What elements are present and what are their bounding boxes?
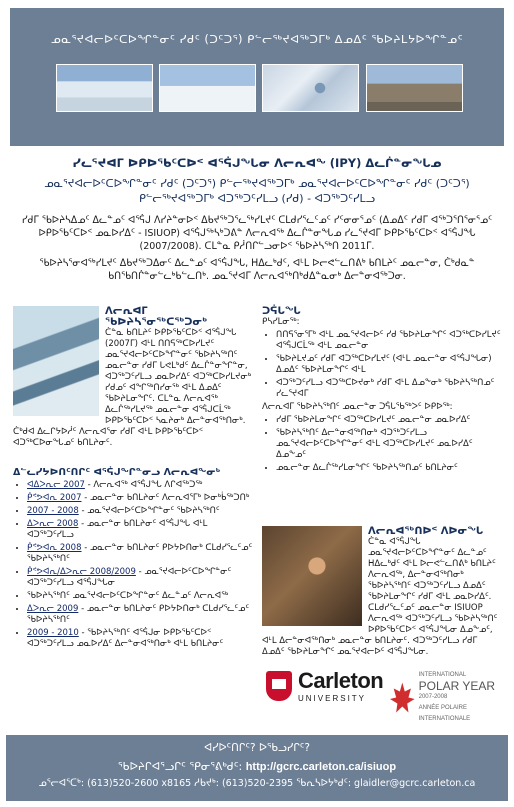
timeline-title: ᐃᓪᓚᓯᔭᐅᑎᑦᑎᒋᑦ ᐊᕐᕌᒍᖏᓐᓂᓗ ᐱᓕᕆᐊᖕᓂᒃ <box>13 467 221 478</box>
timeline-year[interactable]: 2007 - 2008 <box>27 506 79 516</box>
timeline-year[interactable]: ᑮᕝᕗᐊᕆ/ᐃᐳᕆᓕ 2008/2009 <box>27 567 136 577</box>
title-block <box>20 156 494 283</box>
researcher-photo <box>262 526 362 626</box>
timeline-year[interactable]: ᑮᕝᕗᐊᕆ 2008 <box>27 543 82 553</box>
timeline-item: • ᑮᕝᕗᐊᕆ 2008 - ᓄᓇᓕᓐᓂ ᑲᑎᒪᔨᓂᑦ ᑭᐅᔭᐅᑎᓂᒃ ᑕᒪᑯᓯᕐᓚᑦᓄᑦ ᖃᐅᔨᓴᖅᑎᑦ <box>27 543 253 565</box>
project-section-title: ᐱᓕᕆᐊᒥ ᖃᐅᔨᓴᕐᓂᖅᑕᖅᑐᓂᒃ <box>105 306 208 328</box>
timeline-item: • 2009 - 2010 - ᖃᐅᔨᓴᖅᑎᑦ ᐊᕐᕌᒍᓂ ᐅᑭᐅᖃᑦᑕᐅᑉ ᐊᑐᖅᑐᑦᓯᒪᓗ ᓄᓇᐅᓯᐃᑦ ᐃᓕᓐᓂᐊᖅᑎᓂᒃ ᐊᒻᒪ ᑲᑎᒪᔨᓂᑦ <box>27 628 253 650</box>
sea-ice-aerial-photo <box>13 306 99 416</box>
ice-map-photo <box>262 64 359 112</box>
goal-item: • ᓯᑯᒥ ᖃᐅᔨᒪᓂᖏᑦ ᐊᑐᖅᑕᐅᓯᒪᔪᑦ ᓄᓇᓕᓐᓂ ᓄᓇᐅᓯᐃᑦ <box>276 415 502 426</box>
ipy-years: 2007-2008 <box>418 694 448 700</box>
website-link[interactable]: http://gcrc.carleton.ca/isiuop <box>245 761 397 773</box>
timeline-item: • ᑮᕝᕗᐊᕆ/ᐃᐳᕆᓕ 2008/2009 - ᓄᓇᕐᔪᐊᓕᐅᑦᑕᐅᖏᓐᓂᑦ ᐊᑐᖅᑐᑦᓯᒪᓗ ᐊᕐᕌᒍᖓᓂ <box>27 567 253 589</box>
timeline-list <box>13 480 253 650</box>
website-label: ᖃᐅᔨᒋᐊᕐᓗᒋᑦ ᕿᓂᕐᕕᒃᑯᑦ: <box>117 760 243 773</box>
carleton-shield-icon <box>266 671 292 701</box>
title-line2: ᓄᓇᕐᔪᐊᓕᐅᑦᑕᐅᖏᓐᓂᑦ ᓯᑯᑦ (ᑐᑦᑐᕐ) ᑭᓪᓕᖅᔪᐊᖅᑐᒥᒃ ᓄᓇᕐᔪᐊᓕᐅᑦᑕᐅᖏᓐᓂᑦ ᓯᑯᑦ (ᑐᑦᑐᕐ) ᑭᓪᓕᖅᔪᐊᖅᑐᒥᒃ ᐊᑐᖅᑐᑦᓯᒪᓗ (ᓯᑯ) - ᐊᑐᖅᑐᑦᓯᒪᓗ <box>44 177 470 205</box>
intro-paragraph: ᓯᑯᒥ ᖃᐅᔨᓴᐃᓄᑦ ᐃᓚᓐᓄᑦ ᐊᕐᕌᒍ ᐱᓯᔨᓐᓂᐅᑉ ᐃᑲᔪᖅᑐᕐᓚᖅᓯᒪᔪᑦ ᑕᒪᑯᓯᕐᓚᑦᓄᑦ ᓯᑦᓂᓂᕐᓄᑦ (ᐃᓄᐃᑦ ᓯᑯᒥ ᐊᖅᑐᕐᑎᕐᓂᕐᓄᑦ ᐅᑭᐅᖃᑦᑕᐅᑉ ᓄᓇᐅᓯᐃᑦ - ISIUOP) ᐊᕐᕌᒍᖅᓴᒃᑐᕕᓐ ᐱᓕᕆᐊᖅ ᐃᓚᒌᓐᓂᖓᓄ ᓯᓚᕐᔪᐊᒥ ᐅᑭᐅᖃᑦᑕᐅᑉ ᐊᕐᕌᒍᖓ (2007/2008). ᑕᒪᓐᓇ ᑭᓲᑎᒋᓪᓗᓂᐅᑉ ᖃᐅᔨᓴᖅᑎ 2011ᒥ. <box>21 215 493 252</box>
project-section-body: ᑖᓐᓇ ᑲᑎᒪᔨᑦ ᐅᑭᐅᖃᑦᑕᐅᑉ ᐊᕐᕌᒍᖓ (2007ᒥ) ᐊᒻᒪ ᑎᑎᕋᖅᑕᐅᓯᒪᔪᑦ ᓄᓇᕐᔪᐊᓕᐅᑦᑕᐅᖏᓐᓂᑦ ᖃᐅᔨᓴᖅᑎᑦ ᓄᓇᓕᓐᓂ ᓯᑯᒥ ᒐᕙᒪᒃᑯᑦ ᐃᓚᒌᓐᓂᖏᓐᓂ, ᐊᑐᖅᑐᑦᓯᒪᓗ ᓄᓇᐅᓯᐃᑦ ᐊᑐᖅᑕᐅᓯᒪᔪᓂᒃ ᓯᑯᓄᑦ ᐊᖏᖅᑎᓯᓂᖅ ᐊᒻᒪ ᐃᓄᐃᑦ ᖃᐅᔨᒪᓂᖏᑦ. ᑕᒪᓐᓇ ᐱᓕᕆᐊᖅ ᐃᓚᒌᖅᓯᒪᔪᖅ ᓄᓇᓕᓐᓂ ᐊᕐᕌᒍᑕᒫᖅ ᐅᑭᐅᖃᑦᑕᐅᑉ ᓴᓇᔨᓂᒃ ᐃᓕᓐᓂᐊᖅᑎᓂᒃ. ᑖᒃᑯᐊ ᐃᓚᒋᔭᐅᓲᑦ ᐱᓕᕆᐊᕐᓂ ᓯᑯᒥ ᐊᒻᒪ ᐅᑭᐅᖃᑦᑕᐅᑉ ᐊᑐᖅᑕᐅᓂᖓᓄᑦ ᑲᑎᒪᔨᓂᑦ. <box>13 328 252 448</box>
objectives-subtitle: ᑭᓴᓯᒪᓂᖅ: <box>262 317 300 327</box>
timeline-item: • ᖃᐅᔨᓴᖅᑎᑦ ᓄᓇᕐᔪᐊᓕᐅᑦᑕᐅᖏᓐᓂᑦ ᐃᓚᓐᓄᑦ ᐱᓕᕆᐊᖅ <box>27 591 253 602</box>
ipy-polar-year: POLAR YEAR <box>418 679 496 693</box>
timeline-item: • 2007 - 2008 - ᓄᓇᕐᔪᐊᓕᐅᑦᑕᐅᖏᓐᓂᑦ ᖃᐅᔨᓴᖅᑎᑦ <box>27 506 253 517</box>
researcher-section-title: ᐱᓕᕆᐊᖅᑎᐅᑉ ᐱᐅᓂᖓ <box>368 526 484 537</box>
header-banner <box>10 8 504 146</box>
objective-item: • ᑎᑎᕋᕐᓂᕐᒥᒃ ᐊᒻᒪ ᓄᓇᕐᔪᐊᓕᐅᑦ ᓯᑯ ᖃᐅᔨᒪᓂᖏᑦ ᐊᑐᖅᑕᐅᓯᒪᔪᑦ ᐊᕐᕌᒍᑕᒫᖅ ᐊᒻᒪ ᓄᓇᓕᓐᓂ <box>276 330 502 352</box>
timeline-item: • ᐃᐳᕆᓕ 2009 - ᓄᓇᓕᓐᓂ ᑲᑎᒪᔨᓂᑦ ᑭᐅᔭᐅᑎᓂᒃ ᑕᒪᑯᓯᕐᓚᑦᓄᑦ ᖃᐅᔨᓴᖅᑎᑦ <box>27 604 253 626</box>
timeline-year[interactable]: ᑮᕝᕗᐊᕆ 2007 <box>27 493 82 503</box>
sea-ice-photo <box>56 64 153 112</box>
carleton-university-text: UNIVERSITY <box>298 694 367 703</box>
researcher-section-body: ᑖᓐᓇ ᐊᕐᕌᒍᖓ ᓄᓇᕐᔪᐊᓕᐅᑦᑕᐅᖏᓐᓂᑦ ᐃᓚᓐᓄᑦ ᕼᐃᓚᒃᑯᑦ ᐊᒻᒪ ᐅᓕᕙᓪᓚᑎᕕᒃ ᑲᑎᒪᔨᑦ ᐱᓕᕆᐊᖅ, ᐃᓕᓐᓂᐊᖅᑎᓂᒃ ᖃᐅᔨᓴᖅᑎᑦ ᐊᑐᖅᑐᑦᓯᒪᓗ ᐃᓄᐃᑦ ᖃᐅᔨᒪᓂᖏᑦ ᓯᑯᒥ ᐊᒻᒪ ᓄᓇᐅᓯᐃᑦ. ᑕᒪᑯᓯᕐᓚᑦᓄᑦ ᓄᓇᓕᓐᓂ ISIUOP ᐱᓕᕆᐊᖅ ᐊᑐᖅᑐᑦᓯᒪᓗ ᖃᐅᔨᓴᖅᑎᑦ ᐅᑭᐅᖃᑦᑕᐅᑉ ᐊᕐᕌᒍᖓᓂ ᐃᓄᖕᓄᑦ, ᐊᒻᒪ ᐃᓕᓐᓂᐊᖅᑎᓂᒃ ᓄᓇᓕᓐᓂ ᑲᑎᒪᔨᓂᑦ. ᐊᑐᖅᑐᑦᓯᒪᓗ ᓯᑯᒥ ᐃᓄᐃᑦ ᖃᐅᔨᒪᓂᖏᑦ ᓄᓇᕐᔪᐊᓕᐅᑦ ᐊᕐᕌᒍᖓᓂ. <box>262 537 498 657</box>
ipy-logo <box>390 670 502 725</box>
partners-paragraph: ᖃᐅᔨᓴᕐᓂᐊᖅᓯᒪᔪᑦ ᐃᑲᔪᖅᑐᐃᓂᑦ ᐃᓚᓐᓄᑦ ᐊᕐᕌᒍᖓ, ᕼᐃᓚᒃᑯᑦ, ᐊᒻᒪ ᐅᓕᕙᓪᓚᑎᕕᒃ ᑲᑎᒪᔨᑦ ᓄᓇᓕᓐᓂ, ᑖᒃᑯᓇᓐ ᑲᑎᖃᑎᒌᓐᓂᓪᓚᒃᑲᓪᓚᑎᒃ. ᓄᓇᕐᔪᐊᒥ ᐱᓕᕆᐊᖅᑎᒃᑯᐃᓐᓇᓂᒃ ᐃᓕᓐᓂᐊᖅᑐᓂ. <box>39 258 475 282</box>
timeline-item: • ᑮᕝᕗᐊᕆ 2007 - ᓄᓇᓕᓐᓂ ᑲᑎᒪᔨᓂᑦ ᐱᓕᕆᐊᕐᒥᒃ ᐅᓂᒃᑳᖅᑐᑎᒃ <box>27 493 253 504</box>
poster-title: ᓄᓇᕐᔪᐊᓕᐅᑦᑕᐅᖏᓐᓂᑦ ᓯᑯᑦ (ᑐᑦᑐᕐ) ᑭᓪᓕᖅᔪᐊᖅᑐᒥᒃ ᐃᓄᐃᑦ ᖃᐅᔨᒪᔭᐅᖏᓐᓄᑦ <box>50 32 464 46</box>
timeline-item: • ᐃᐳᕆᓕ 2008 - ᓄᓇᓕᓐᓂ ᑲᑎᒪᔨᓂᑦ ᐊᕐᕌᒍᖓ ᐊᒻᒪ ᐊᑐᖅᑐᑦᓯᒪᓗ <box>27 519 253 541</box>
objective-item: • ᐊᑐᖅᑐᑦᓯᒪᓗ ᐊᑐᖅᑕᐅᔪᓂᒃ ᓯᑯᒥ ᐊᒻᒪ ᐃᓄᖕᓂᒃ ᖃᐅᔨᓴᖅᑎᓄᑦ ᓯᓚᕐᔪᐊᒥ <box>276 378 502 400</box>
goal-item: • ᓄᓇᓕᓐᓂ ᐃᓚᒌᖅᓯᒪᓂᖏᑦ ᖃᐅᔨᓴᖅᑎᓄᑦ ᑲᑎᒪᔨᓂᑦ <box>276 463 502 474</box>
objectives-list <box>262 330 502 400</box>
ipy-french: ANNÉE POLAIRE INTERNATIONALE <box>418 705 471 722</box>
carleton-wordmark: Carleton <box>298 668 384 693</box>
footer-question: ᐊᓯᐅᑦᑎᒋᑦ? ᐅᖃᓗᓯᒋᑦ? <box>204 742 310 754</box>
logo-bar <box>266 668 502 722</box>
footer-website <box>6 760 508 773</box>
inukshuk-photo <box>366 64 463 112</box>
footer-contact: ᓄᕐᓕᐊᕐᑕᒃ: (613)520-2600 x8165 ᓱᑲᔪᒃ: (613)520-2395 ᖃᕆᓴᐅᔭᒃᑯᑦ: glaidler@gcrc.carleton.ca <box>38 778 476 789</box>
timeline-item: • ᐊᐃᐳᕆᓕ 2007 - ᐱᓕᕆᐊᖅ ᐊᕐᕌᒍᖓ ᐱᒋᐊᖅᑐᖅ <box>27 480 253 491</box>
timeline-year[interactable]: ᐃᐳᕆᓕ 2009 <box>27 604 79 614</box>
objectives-title: ᑐᕌᒐᖓ <box>262 306 301 317</box>
timeline-year[interactable]: ᐃᐳᕆᓕ 2008 <box>27 519 79 529</box>
footer <box>6 735 508 801</box>
carleton-logo <box>266 668 383 703</box>
title-line1: ᓯᓚᕐᔪᐊᒥ ᐅᑭᐅᖃᑦᑕᐅᑉ ᐊᕐᕌᒍᖓᓂ ᐱᓕᕆᐊᖕ (IPY) ᐃᓚᒌᓐᓂᖓᓄ <box>72 156 442 170</box>
timeline-year[interactable]: ᐊᐃᐳᕆᓕ 2007 <box>27 480 85 490</box>
goals-list <box>262 415 502 474</box>
timeline-year[interactable]: 2009 - 2010 <box>27 628 79 638</box>
maple-leaf-icon <box>390 683 415 713</box>
goal-item: • ᖃᐅᔨᓴᖅᑎᑦ ᐃᓕᓐᓂᐊᖅᑎᓂᒃ ᐊᑐᖅᑐᑦᓯᒪᓗ ᓄᓇᕐᔪᐊᓕᐅᑦᑕᐅᖏᓐᓂᑦ ᐊᒻᒪ ᐊᑐᖅᑕᐅᓯᒪᔪᑦ ᓄᓇᐅᓯᐃᑦ ᐃᓄᖕᓄᑦ <box>276 428 502 461</box>
ipy-international: INTERNATIONAL <box>418 672 467 678</box>
ice-walker-photo <box>159 64 256 112</box>
right-column <box>262 306 502 658</box>
goals-intro: ᐱᓕᕆᐊᒥ ᖃᐅᔨᓴᖅᑎᑦ ᓄᓇᓕᓐᓂ ᑐᕌᒐᖃᖅᐳᑦ ᐅᑭᐅᖅ: <box>262 402 453 412</box>
objective-item: • ᖃᐅᔨᒪᔪᓄᑦ ᓯᑯᒥ ᐊᑐᖅᑕᐅᓯᒪᔪᑦ (ᐊᒻᒪ ᓄᓇᓕᓐᓂ ᐊᕐᕌᒍᖓᓂ) ᐃᓄᐃᑦ ᖃᐅᔨᒪᓂᖏᑦ ᐊᒻᒪ <box>276 354 502 376</box>
left-column <box>13 306 253 652</box>
